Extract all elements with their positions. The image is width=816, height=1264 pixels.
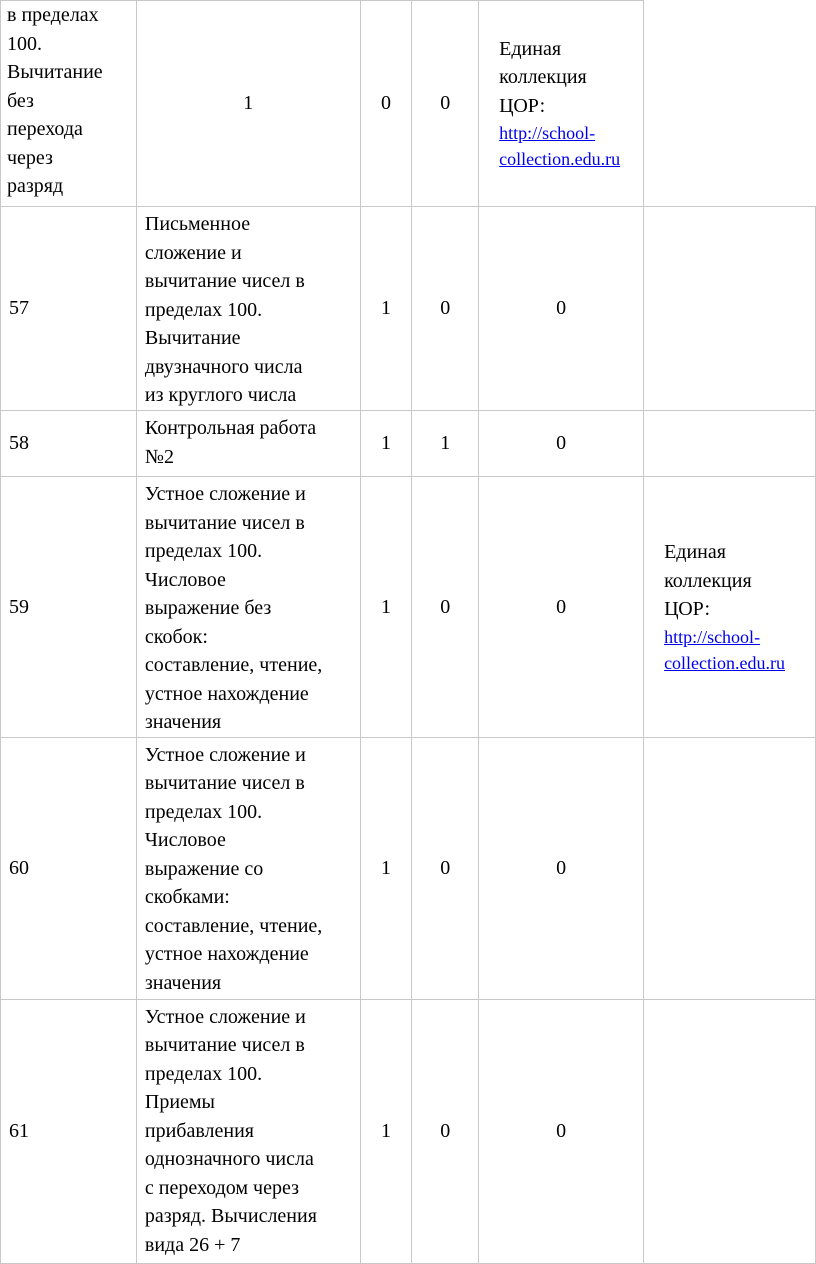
lesson-topic [136,477,360,738]
lesson-resource [479,1,644,207]
lesson-resource [644,737,816,999]
lesson-hours: 1 [360,477,412,738]
lesson-topic [1,1,137,207]
lesson-hours: 1 [360,999,412,1263]
lesson-practical-works: 0 [479,477,644,738]
table-row [1,477,816,738]
lesson-topic-text: Контрольная работа №2 [144,417,317,468]
lesson-topic [136,411,360,477]
lesson-hours: 1 [136,1,360,207]
lesson-test-works: 0 [412,999,479,1263]
lesson-practical-works: 0 [479,737,644,999]
lesson-topic-text: Устное сложение и вычитание чисел в пределах 100. Приемы прибавления однозначного числа с переходом через разряд. Вычисления вида 26 + 7 [144,1005,317,1256]
lesson-topic [136,207,360,411]
table-row [1,737,816,999]
table-row [1,207,816,411]
lesson-topic-text: Устное сложение и вычитание чисел в пределах 100. Числовое выражение со скобками: составление, чтение, устное нахождение значения [144,743,323,994]
lesson-number: 58 [1,411,137,477]
resource-title: Единая коллекция ЦОР: [499,37,587,117]
lesson-hours: 1 [360,737,412,999]
empty-cell [644,1,816,207]
lesson-topic-text: Устное сложение и вычитание чисел в пределах 100. Числовое выражение без скобок: составление, чтение, устное нахождение значения [144,483,323,733]
lesson-number: 59 [1,477,137,738]
lesson-resource [644,477,816,738]
lesson-topic [136,999,360,1263]
resource-link[interactable]: http://school- collection.edu.ru [499,123,621,170]
lesson-topic-text: в пределах 100. Вычитание без перехода через разряд [7,4,103,197]
lesson-hours: 1 [360,411,412,477]
lesson-practical-works: 0 [479,207,644,411]
lesson-practical-works: 0 [412,1,479,207]
table-row [1,999,816,1263]
resource-title: Единая коллекция ЦОР: [664,541,752,620]
lesson-test-works: 0 [412,737,479,999]
lesson-practical-works: 0 [479,411,644,477]
resource-link[interactable]: http://school- collection.edu.ru [664,626,786,673]
lesson-number: 61 [1,999,137,1263]
lesson-practical-works: 0 [479,999,644,1263]
lesson-test-works: 1 [412,411,479,477]
lesson-test-works: 0 [360,1,412,207]
lesson-test-works: 0 [412,477,479,738]
lesson-number: 57 [1,207,137,411]
lesson-topic [136,737,360,999]
lesson-resource [644,207,816,411]
lesson-hours: 1 [360,207,412,411]
lesson-number: 60 [1,737,137,999]
table-row [1,411,816,477]
lesson-topic-text: Письменное сложение и вычитание чисел в пределах 100. Вычитание двузначного числа из круглого числа [144,213,305,406]
table-row [1,1,816,207]
lesson-test-works: 0 [412,207,479,411]
lesson-resource [644,999,816,1263]
lesson-resource [644,411,816,477]
